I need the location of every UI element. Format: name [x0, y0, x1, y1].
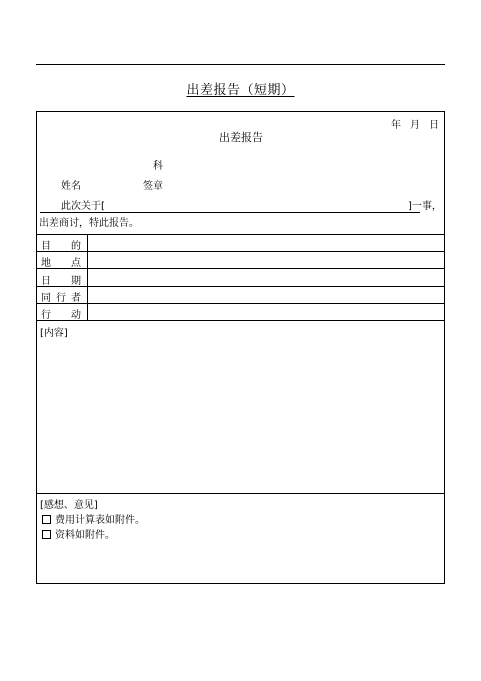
row-label-actions: 行 动 [41, 310, 81, 321]
date-month-label: 月 [410, 120, 420, 131]
row-divider [37, 303, 444, 304]
date-day-label: 日 [429, 120, 439, 131]
date-year-label: 年 [391, 120, 401, 131]
attachment-item: 费用计算表如附件。 [42, 511, 145, 526]
row-divider [37, 234, 444, 235]
label-column-divider [87, 234, 88, 320]
intro-suffix: ]一事， [408, 201, 442, 212]
report-form [36, 111, 445, 584]
attachment-item: 资料如附件。 [42, 526, 115, 541]
checkbox-icon[interactable] [42, 515, 51, 524]
row-label-purpose: 目 的 [41, 241, 81, 252]
impressions-label: [感想、意见] [40, 500, 98, 511]
intro-prefix: 此次关于[ [61, 201, 105, 212]
row-label-companions: 同 行 者 [41, 293, 81, 304]
checkbox-icon[interactable] [42, 530, 51, 539]
row-label-location: 地 点 [41, 258, 81, 269]
row-divider [37, 286, 444, 287]
page-title: 出差报告（短期） [186, 83, 295, 98]
row-divider [37, 251, 444, 252]
row-divider [37, 268, 444, 269]
section-divider [37, 493, 444, 494]
name-label: 姓名 [61, 181, 81, 192]
dept-label: 科 [153, 161, 163, 172]
subject-fill-line [40, 212, 420, 213]
row-label-date: 日 期 [41, 276, 81, 287]
top-rule [36, 64, 445, 65]
form-heading: 出差报告 [219, 131, 263, 144]
seal-label: 签章 [143, 181, 163, 192]
intro-line2: 出差商讨，特此报告。 [39, 218, 139, 229]
row-divider [37, 320, 444, 321]
content-label: [内容] [40, 328, 68, 339]
